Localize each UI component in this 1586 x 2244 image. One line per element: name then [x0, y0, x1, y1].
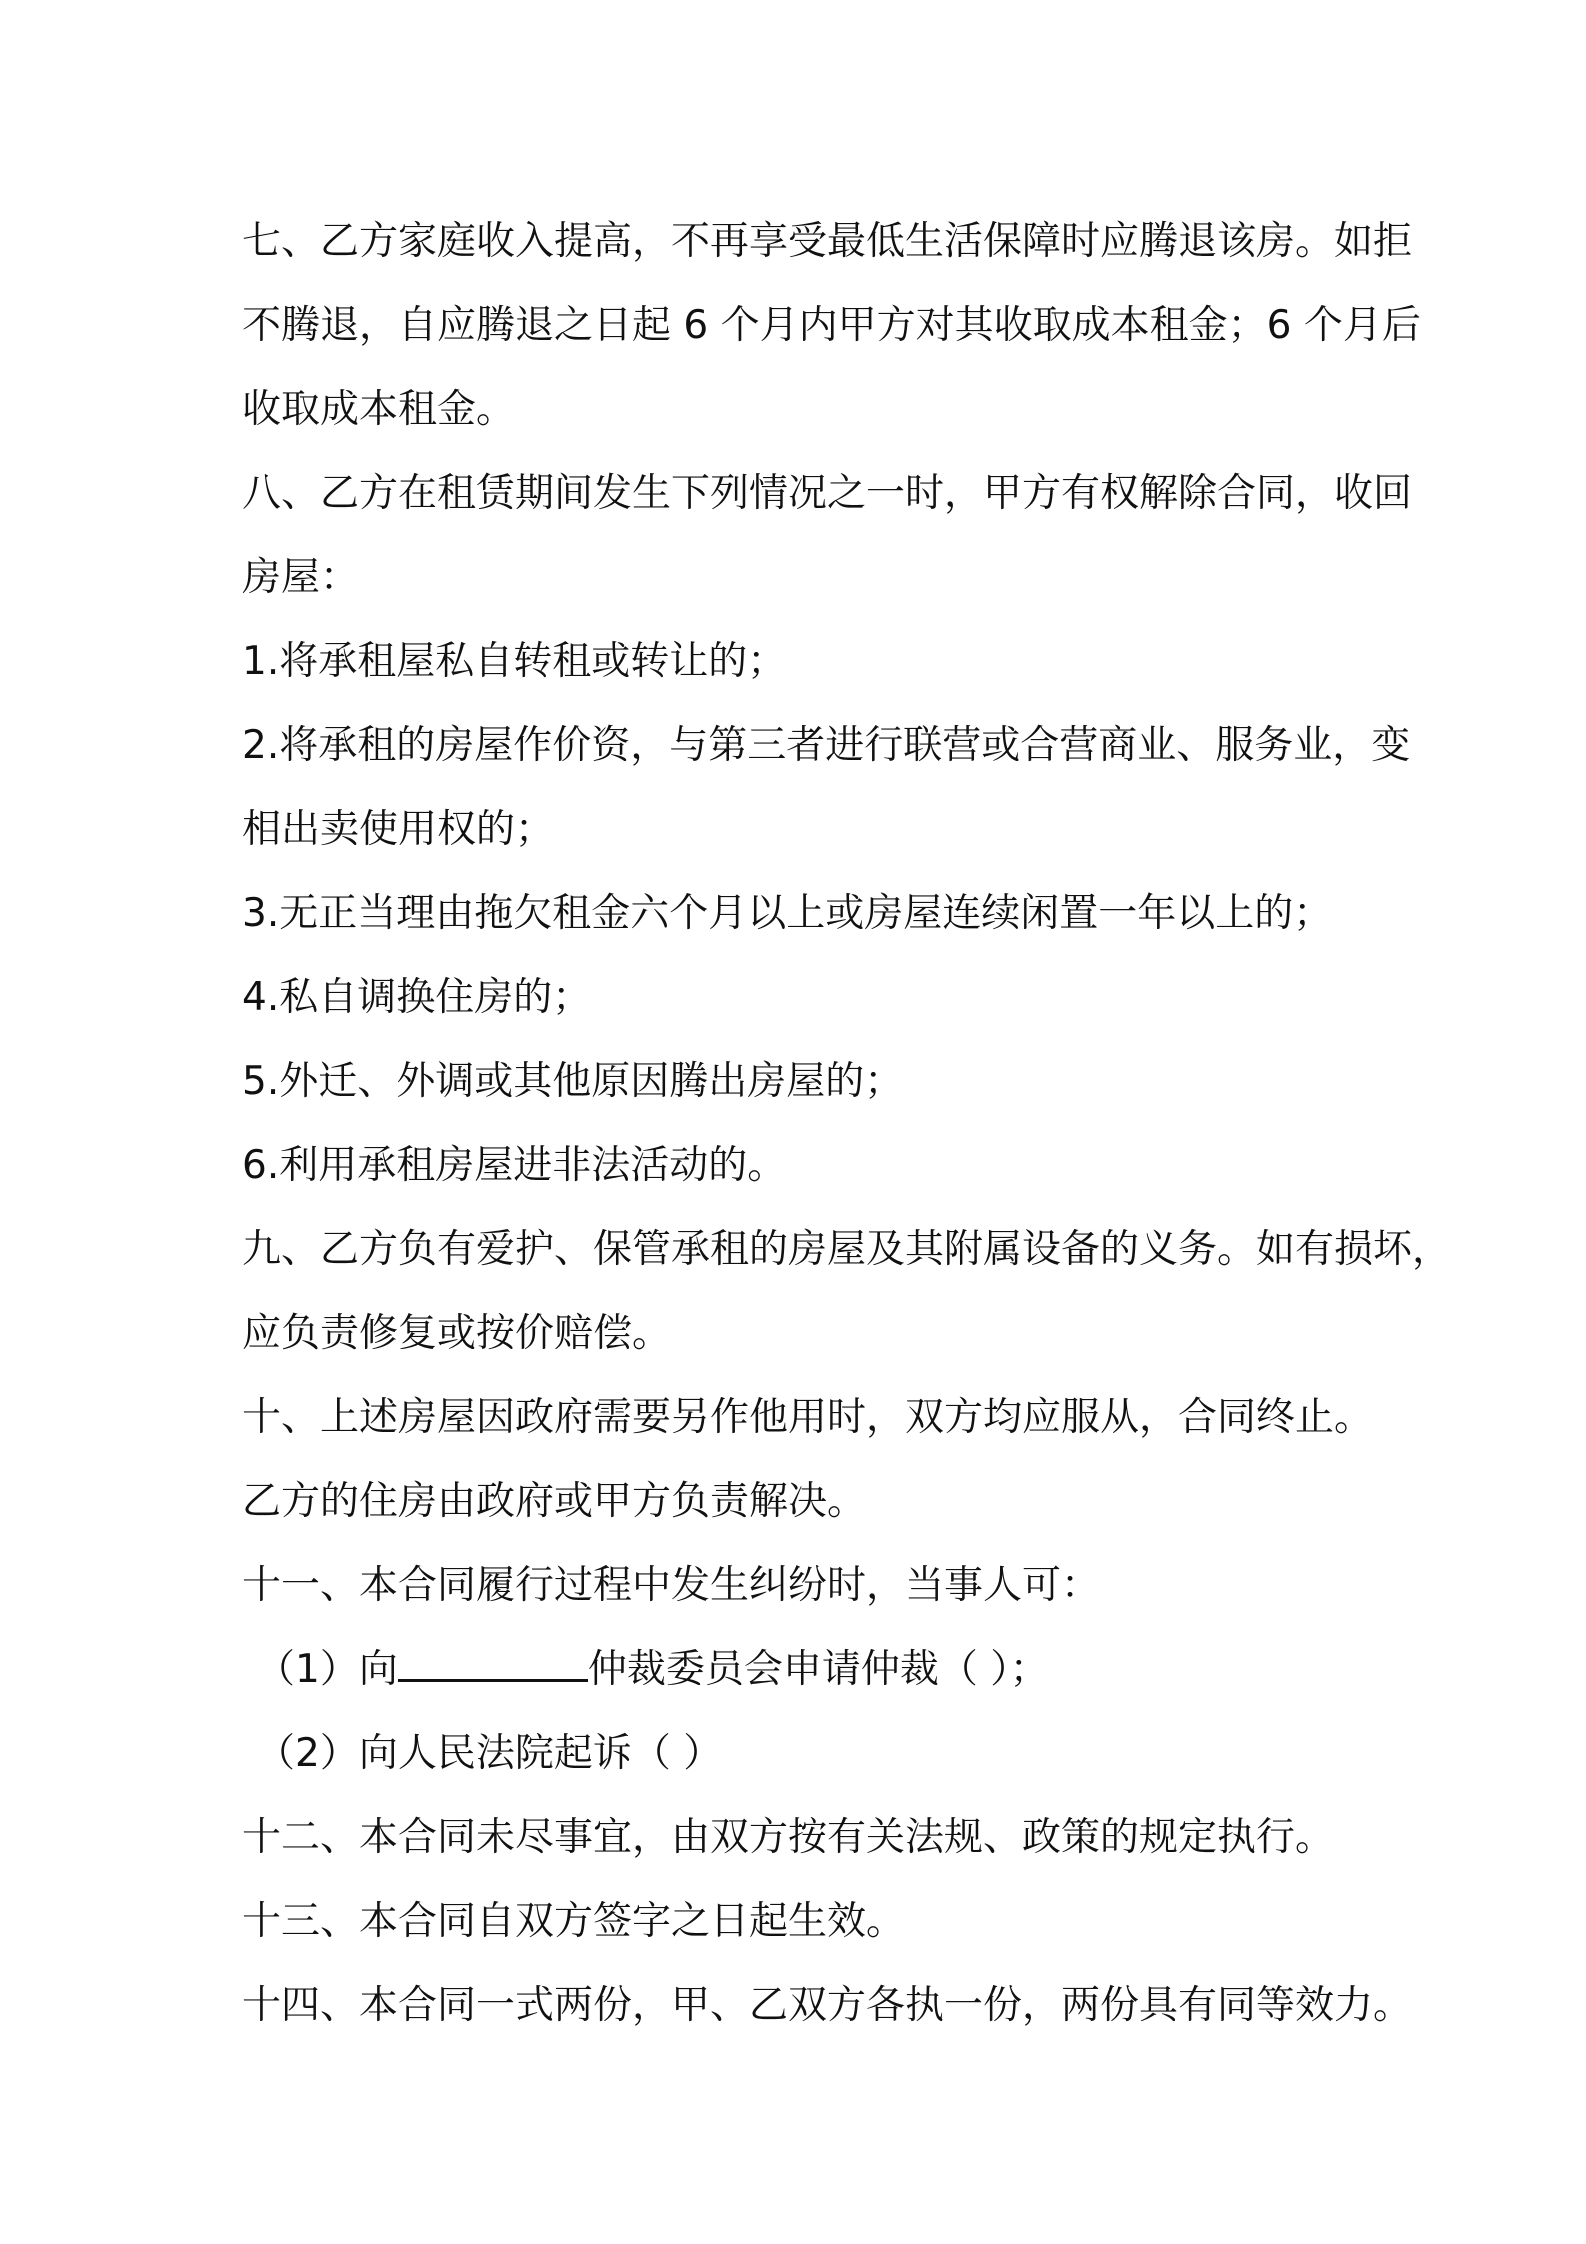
clause-9-line-2: 应负责修复或按价赔偿。 — [242, 1311, 672, 1356]
clause-8-item-2-line-2: 相出卖使用权的； — [242, 807, 555, 852]
clause-11-option-2: （2）向人民法院起诉（ ） — [256, 1731, 723, 1776]
option-1-prefix: （1）向 — [256, 1647, 398, 1692]
clause-7-line-2: 不腾退，自应腾退之日起 6 个月内甲方对其收取成本租金；6 个月后 — [242, 303, 1421, 348]
clause-10-line-1: 十、上述房屋因政府需要另作他用时，双方均应服从，合同终止。 — [242, 1395, 1374, 1440]
clause-12: 十二、本合同未尽事宜，由双方按有关法规、政策的规定执行。 — [242, 1815, 1335, 1860]
clause-8-item-1: 1.将承租屋私自转租或转让的； — [242, 639, 787, 684]
clause-8-item-2-line-1: 2.将承租的房屋作价资，与第三者进行联营或合营商业、服务业，变 — [242, 723, 1411, 768]
option-1-suffix: 仲裁委员会申请仲裁（ ）； — [587, 1647, 1049, 1692]
arbitration-committee-blank — [398, 1649, 588, 1682]
clause-11-heading: 十一、本合同履行过程中发生纠纷时，当事人可： — [242, 1563, 1101, 1608]
clause-10-line-2: 乙方的住房由政府或甲方负责解决。 — [242, 1479, 867, 1524]
clause-8-item-3: 3.无正当理由拖欠租金六个月以上或房屋连续闲置一年以上的； — [242, 891, 1333, 936]
clause-8-line-1: 八、乙方在租赁期间发生下列情况之一时，甲方有权解除合同，收回 — [242, 471, 1413, 516]
clause-13: 十三、本合同自双方签字之日起生效。 — [242, 1899, 906, 1944]
clause-8-item-5: 5.外迁、外调或其他原因腾出房屋的； — [242, 1059, 904, 1104]
clause-11-option-1 — [242, 1628, 1362, 1712]
contract-body — [242, 200, 1452, 2048]
clause-7-line-3: 收取成本租金。 — [242, 387, 516, 432]
clause-14: 十四、本合同一式两份，甲、乙双方各执一份，两份具有同等效力。 — [242, 1983, 1413, 2028]
clause-8-line-2: 房屋： — [242, 555, 360, 600]
clause-9-line-1: 九、乙方负有爱护、保管承租的房屋及其附属设备的义务。如有损坏， — [242, 1227, 1452, 1272]
clause-7-line-1: 七、乙方家庭收入提高，不再享受最低生活保障时应腾退该房。如拒 — [242, 219, 1413, 264]
clause-8-item-4: 4.私自调换住房的； — [242, 975, 592, 1020]
clause-8-item-6: 6.利用承租房屋进非法活动的。 — [242, 1143, 787, 1188]
